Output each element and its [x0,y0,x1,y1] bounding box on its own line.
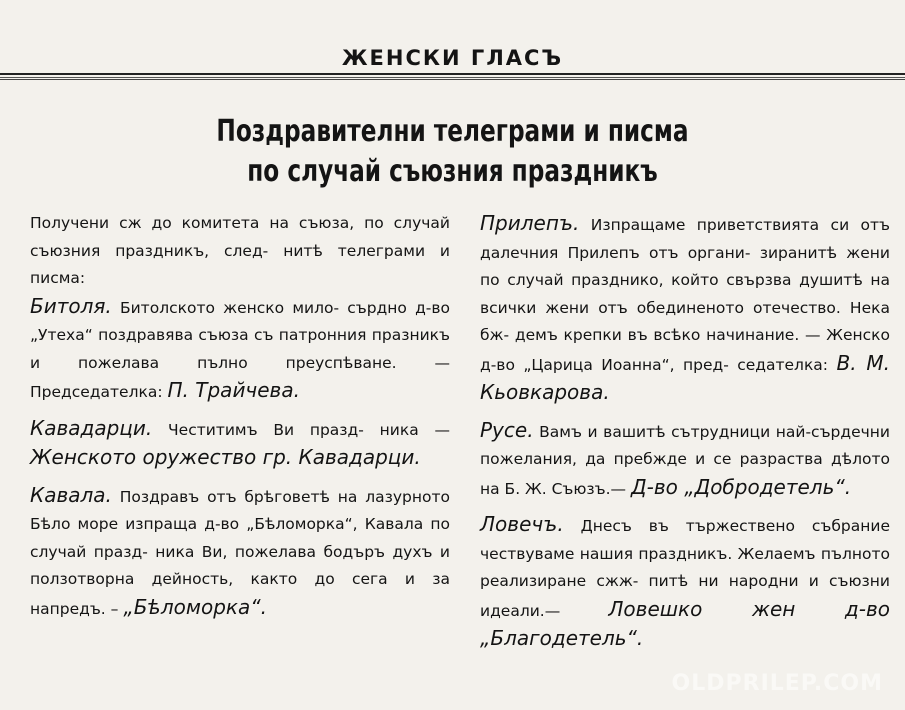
bitolya-paragraph [30,293,450,407]
ruse-text: Вамъ и вашитѣ сътрудници най-сърдечни пожелания, да пребжде и се разраства дѣлото на Б. Ж. Съюзъ.— [480,422,890,498]
kavala-signature: „Бѣломорка“. [123,594,267,619]
kavadarci-signature: Женското оружество гр. Кавадарци. [30,445,421,469]
right-column [480,210,890,655]
prilep-paragraph [480,210,890,409]
header-rule [0,73,905,78]
prilep-place: Прилепъ. [480,211,580,235]
kavala-place: Кавала. [30,482,112,507]
kavadarci-place: Кавадарци. [30,415,153,440]
bitolya-place: Битоля. [30,293,112,318]
bitolya-text: Битолското женско мило- сърдно д-во „Утеха“ поздравява съюза съ патронния празникъ и пожелава пълно преуспѣване. — Председателка: [30,298,450,401]
ruse-signature: Д-во „Добродетель“. [630,474,852,499]
lovech-signature: Ловешко жен д-во „Благодетель“. [480,596,890,650]
kavala-text: Поздравъ отъ брѣговетѣ на лазурното Бѣло море изпраща д-во „Бѣломорка“, Кавала по случай празд- ника Ви, пожелава бодъръ духъ и ползотворна дейность, както до сега и за напредъ. – [30,487,450,618]
kavala-paragraph [30,482,450,624]
article-title-line1: Поздравителни телеграми и писма [216,114,689,149]
prilep-text: Изпращаме приветствията си отъ далечния Прилепъ отъ органи- зиранитѣ жени по случай празднико, който свързва душитѣ на всички жени отъ обединеното отечество. Нека бж- демъ крепки въ всѣко начинание. — Женско д-во „Царица Иоанна“, пред- седателка: [480,216,890,374]
newspaper-header: ЖЕНСКИ ГЛАСЪ [341,46,564,70]
lovech-place: Ловечъ. [480,512,564,536]
lovech-text: Днесъ въ тържествено събрание чествуваме нашия праздникъ. Желаемъ пълното реализиране сжж- питѣ ни народни и съюзни идеали.— [480,517,890,620]
kavadarci-text: Честитимъ Ви празд- ника — [168,420,450,439]
bitolya-signature: П. Трайчева. [167,378,300,402]
intro-paragraph: Получени сж до комитета на съюза, по случай съюзния праздникъ, след- нитѣ телеграми и писма: [30,214,450,287]
lovech-paragraph [480,511,890,655]
prilep-signature: В. М. Кьовкарова. [480,350,890,404]
watermark: OLDPRILEP.COM [671,671,883,696]
article-title-line2: по случай съюзния праздникъ [247,154,658,189]
left-column [30,210,450,623]
kavadarci-paragraph [30,415,450,474]
header-rule-secondary [0,79,905,80]
ruse-paragraph [480,417,890,504]
ruse-place: Русе. [480,417,534,442]
